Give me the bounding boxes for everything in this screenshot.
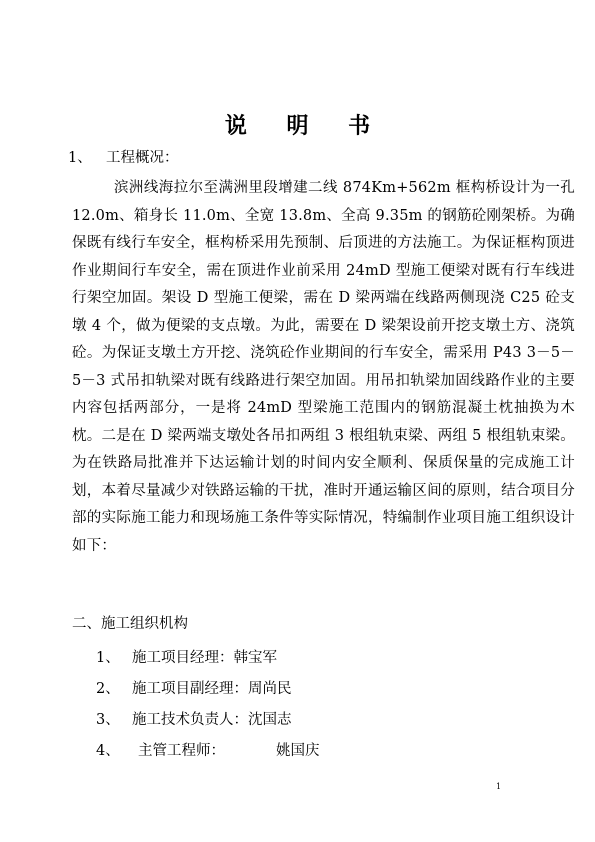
- organization-list: [96, 648, 320, 772]
- org-item-chief-engineer: [96, 741, 320, 772]
- section-1-heading: [68, 148, 179, 168]
- org-item-number: 2、: [96, 681, 120, 697]
- org-item-project-manager: [96, 648, 320, 679]
- org-item-person: 周尚民: [248, 681, 292, 697]
- page-number: 1: [496, 782, 502, 791]
- org-item-number: 4、: [96, 743, 120, 759]
- org-item-deputy-manager: [96, 679, 320, 710]
- org-item-role: 施工技术负责人：: [132, 712, 248, 728]
- org-item-number: 3、: [96, 712, 120, 728]
- document-title: 说 明 书: [224, 113, 387, 139]
- project-overview-paragraph: 滨洲线海拉尔至满洲里段增建二线 874Km+562m 框构桥设计为一孔 12.0m、箱身长 11.0m、全宽 13.8m、全高 9.35m 的钢筋砼刚架桥。为确保既有线行车安全，框构桥采用先预制、后顶进的方法施工。为保证框构顶进作业期间行车安全，需在顶进作业前采用 24mD 型施工便梁对既有行车线进行架空加固。架设 D 型施工便梁，需在 D 梁两端在线路两侧现浇 C25 砼支墩 4 个，做为便梁的支点墩。为此，需要在 D 梁架设前开挖支墩土方、浇筑砼。为保证支墩土方开挖、浇筑砼作业期间的行车安全，需采用 P43 3－5－5－3 式吊扣轨梁对既有线路进行架空加固。用吊扣轨梁加固线路作业的主要内容包括两部分，一是将 24mD 型梁施工范围内的钢筋混凝土枕抽换为木枕。二是在 D 梁两端支墩处各吊扣两组 3 根组轨束梁、两组 5 根组轨束梁。为在铁路局批准并下达运输计划的时间内安全顺利、保质保量的完成施工计划，本着尽量减少对铁路运输的干扰，准时开通运输区间的原则，结合项目分部的实际施工能力和现场施工条件等实际情况，特编制作业项目施工组织设计如下：: [72, 180, 575, 554]
- org-item-number: 1、: [96, 650, 120, 666]
- section-2-heading: 二、施工组织机构: [72, 616, 188, 632]
- org-item-person: 沈国志: [248, 712, 292, 728]
- section-1-number: 1、: [68, 150, 92, 166]
- section-1-title: 工程概况：: [106, 150, 179, 166]
- org-item-person: 姚国庆: [276, 743, 320, 759]
- org-item-technical-lead: [96, 710, 320, 741]
- org-item-role: 施工项目副经理：: [132, 681, 248, 697]
- org-item-person: 韩宝军: [233, 650, 277, 666]
- org-item-role: 施工项目经理：: [132, 650, 234, 666]
- org-item-role: 主管工程师：: [138, 743, 225, 759]
